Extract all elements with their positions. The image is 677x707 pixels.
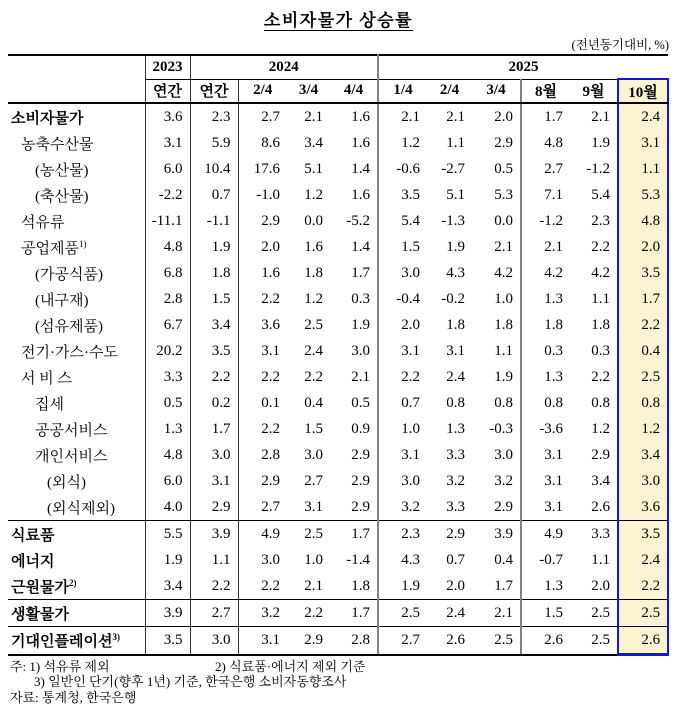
value-cell: 1.8 — [591, 316, 610, 333]
value-cell: 2.0 — [401, 316, 420, 333]
row-label: 소비자물가 — [8, 103, 145, 130]
table-row — [8, 156, 668, 182]
value-cell: 1.0 — [401, 420, 420, 437]
value-cell: 3.4 — [190, 312, 238, 338]
footnote-1: 주: 1) 석유류 제외 — [10, 659, 110, 674]
value-cell: 3.0 — [261, 551, 280, 568]
value-cell: 0.4 — [618, 338, 668, 364]
row-label: (섬유제품) — [8, 312, 145, 338]
value-cell: 4.9 — [521, 521, 570, 548]
value-cell: 2.2 — [261, 577, 280, 594]
source-note: 자료: 통계청, 한국은행 — [10, 690, 137, 705]
column-header-10: 9월 — [570, 79, 618, 103]
table-row — [8, 208, 668, 234]
value-cell: -2.2 — [145, 182, 190, 208]
value-cell: 10.4 — [190, 156, 238, 182]
value-cell: 1.3 — [544, 368, 563, 385]
row-label: 에너지 — [8, 547, 145, 573]
value-cell: 2.9 — [261, 472, 280, 489]
value-cell: 2.9 — [330, 494, 378, 521]
value-cell: 1.1 — [446, 134, 465, 151]
row-label: 공공서비스 — [8, 416, 145, 442]
value-cell: 2.5 — [570, 627, 618, 655]
value-cell: -3.6 — [539, 420, 563, 437]
value-cell: 3.5 — [401, 186, 420, 203]
table-row — [8, 573, 668, 600]
row-label: 전기·가스·수도 — [8, 338, 145, 364]
value-cell: 2.8 — [330, 627, 378, 655]
value-cell: 0.8 — [591, 394, 610, 411]
value-cell: 0.1 — [261, 394, 280, 411]
value-cell: 3.2 — [238, 600, 287, 627]
value-cell: 1.3 — [544, 290, 563, 307]
table-header — [8, 55, 668, 103]
value-cell: 2.8 — [145, 286, 190, 312]
value-cell: 1.5 — [521, 600, 570, 627]
value-cell: 1.0 — [304, 551, 323, 568]
row-label-header — [8, 55, 145, 103]
value-cell: 2.6 — [427, 627, 472, 655]
value-cell: 1.7 — [330, 260, 378, 286]
value-cell: 6.8 — [145, 260, 190, 286]
value-cell: 3.3 — [570, 521, 618, 548]
row-label: 공업제품$^{1)}$ — [8, 234, 145, 260]
value-cell: 4.2 — [472, 260, 521, 286]
value-cell: 5.1 — [446, 186, 465, 203]
table-row — [8, 130, 668, 156]
value-cell: 0.5 — [472, 156, 521, 182]
table-row — [8, 627, 668, 655]
value-cell: 1.1 — [618, 156, 668, 182]
value-cell: 1.5 — [401, 238, 420, 255]
value-cell: 0.3 — [591, 342, 610, 359]
value-cell: 3.1 — [261, 342, 280, 359]
value-cell: 2.1 — [304, 577, 323, 594]
table-row — [8, 182, 668, 208]
value-cell: 3.3 — [446, 446, 465, 463]
row-label: (축산물) — [8, 182, 145, 208]
column-header-5: 4/4 — [330, 79, 378, 103]
value-cell: 4.0 — [145, 494, 190, 521]
value-cell: 1.7 — [618, 286, 668, 312]
value-cell: 2.9 — [591, 446, 610, 463]
value-cell: -1.3 — [441, 212, 465, 229]
value-cell: 4.8 — [544, 134, 563, 151]
value-cell: 3.6 — [145, 103, 190, 130]
value-cell: 1.6 — [261, 264, 280, 281]
value-cell: 1.9 — [472, 364, 521, 390]
value-cell: 3.5 — [190, 338, 238, 364]
column-header-3: 2/4 — [238, 79, 287, 103]
value-cell: -0.6 — [396, 160, 420, 177]
value-cell: 2.7 — [304, 472, 323, 489]
value-cell: 1.9 — [446, 238, 465, 255]
value-cell: 2.9 — [472, 494, 521, 521]
value-cell: 2.9 — [261, 212, 280, 229]
value-cell: 1.8 — [190, 260, 238, 286]
table-row — [8, 338, 668, 364]
value-cell: 2.3 — [190, 103, 238, 130]
value-cell: -0.7 — [539, 551, 563, 568]
table-row — [8, 312, 668, 338]
value-cell: 1.2 — [304, 186, 323, 203]
value-cell: 1.9 — [330, 312, 378, 338]
value-cell: 5.9 — [190, 130, 238, 156]
value-cell: 3.1 — [544, 498, 563, 515]
value-cell: -1.1 — [190, 208, 238, 234]
row-label: 농축수산물 — [8, 130, 145, 156]
value-cell: 2.1 — [472, 234, 521, 260]
value-cell: 4.3 — [446, 264, 465, 281]
table-row — [8, 468, 668, 494]
value-cell: 2.1 — [472, 600, 521, 627]
value-cell: 1.7 — [330, 521, 378, 548]
value-cell: 17.6 — [253, 160, 280, 177]
table-row — [8, 286, 668, 312]
value-cell: -1.0 — [256, 186, 280, 203]
value-cell: 2.0 — [472, 103, 521, 130]
value-cell: 2.9 — [330, 468, 378, 494]
value-cell: 6.0 — [145, 468, 190, 494]
row-label: (외식제외) — [8, 494, 145, 521]
value-cell: 1.1 — [472, 338, 521, 364]
value-cell: 0.8 — [618, 390, 668, 416]
table-row — [8, 260, 668, 286]
value-cell: 5.4 — [401, 212, 420, 229]
value-cell: 4.8 — [618, 208, 668, 234]
row-label: (외식) — [8, 468, 145, 494]
value-cell: 2.0 — [446, 577, 465, 594]
value-cell: 3.1 — [304, 498, 323, 515]
value-cell: 1.8 — [304, 264, 323, 281]
table-row — [8, 390, 668, 416]
column-header-9: 8월 — [521, 79, 570, 103]
value-cell: 2.5 — [287, 521, 330, 548]
table-row — [8, 364, 668, 390]
value-cell: 2.3 — [591, 212, 610, 229]
value-cell: 3.1 — [238, 627, 287, 655]
value-cell: -5.2 — [330, 208, 378, 234]
value-cell: 3.9 — [145, 600, 190, 627]
column-header-4: 3/4 — [287, 79, 330, 103]
value-cell: 2.2 — [401, 368, 420, 385]
value-cell: 6.7 — [145, 312, 190, 338]
value-cell: 0.7 — [190, 182, 238, 208]
value-cell: 1.1 — [190, 547, 238, 573]
value-cell: 1.2 — [401, 134, 420, 151]
value-cell: 0.0 — [304, 212, 323, 229]
value-cell: 1.8 — [472, 312, 521, 338]
value-cell: 1.2 — [591, 420, 610, 437]
value-cell: 3.3 — [145, 364, 190, 390]
value-cell: 2.9 — [472, 130, 521, 156]
value-cell: 3.9 — [190, 521, 238, 548]
value-cell: 2.1 — [591, 108, 610, 125]
value-cell: 3.3 — [446, 498, 465, 515]
value-cell: 4.2 — [591, 264, 610, 281]
value-cell: 2.2 — [261, 290, 280, 307]
value-cell: 3.1 — [446, 342, 465, 359]
value-cell: -1.2 — [539, 212, 563, 229]
value-cell: 1.3 — [446, 420, 465, 437]
row-label: (내구재) — [8, 286, 145, 312]
value-cell: 1.8 — [544, 316, 563, 333]
row-label: 기대인플레이션$^{3)}$ — [8, 627, 145, 655]
table-row — [8, 521, 668, 548]
table-row — [8, 600, 668, 627]
value-cell: 3.0 — [401, 472, 420, 489]
value-cell: -11.1 — [145, 208, 190, 234]
value-cell: 3.1 — [145, 130, 190, 156]
value-cell: 1.5 — [304, 420, 323, 437]
value-cell: 3.4 — [145, 573, 190, 600]
value-cell: 2.4 — [618, 103, 668, 130]
value-cell: 3.0 — [401, 264, 420, 281]
value-cell: 2.4 — [427, 600, 472, 627]
value-cell: 2.1 — [446, 108, 465, 125]
value-cell: 3.0 — [304, 446, 323, 463]
value-cell: 2.5 — [570, 600, 618, 627]
value-cell: 1.4 — [330, 234, 378, 260]
value-cell: 2.4 — [618, 547, 668, 573]
value-cell: 3.0 — [618, 468, 668, 494]
value-cell: 2.2 — [261, 420, 280, 437]
value-cell: 2.1 — [330, 364, 378, 390]
column-header-8: 3/4 — [472, 79, 521, 103]
value-cell: 4.9 — [238, 521, 287, 548]
year-header-2025: 2025 — [378, 55, 668, 79]
value-cell: 1.6 — [330, 182, 378, 208]
value-cell: 3.1 — [618, 130, 668, 156]
value-cell: 5.1 — [304, 160, 323, 177]
footnotes — [10, 659, 677, 705]
value-cell: 3.5 — [618, 521, 668, 548]
value-cell: 1.0 — [472, 286, 521, 312]
value-cell: -0.2 — [441, 290, 465, 307]
value-cell: -1.4 — [330, 547, 378, 573]
value-cell: 1.8 — [446, 316, 465, 333]
value-cell: 2.1 — [401, 108, 420, 125]
value-cell: 2.5 — [378, 600, 427, 627]
value-cell: 4.2 — [544, 264, 563, 281]
column-header-2: 연간 — [190, 79, 238, 103]
value-cell: 3.1 — [401, 446, 420, 463]
footnote-3: 3) 일반인 단기(향후 1년) 기준, 한국은행 소비자동향조사 — [34, 674, 347, 689]
value-cell: 2.2 — [304, 368, 323, 385]
value-cell: 3.5 — [618, 260, 668, 286]
value-cell: 3.2 — [401, 498, 420, 515]
value-cell: 2.5 — [618, 600, 668, 627]
value-cell: 2.2 — [591, 238, 610, 255]
value-cell: 5.3 — [618, 182, 668, 208]
value-cell: 2.4 — [446, 368, 465, 385]
value-cell: 3.6 — [618, 494, 668, 521]
value-cell: 3.1 — [401, 342, 420, 359]
value-cell: 1.2 — [304, 290, 323, 307]
value-cell: 2.5 — [618, 364, 668, 390]
value-cell: 0.8 — [472, 390, 521, 416]
value-cell: 2.6 — [591, 498, 610, 515]
value-cell: 0.8 — [544, 394, 563, 411]
row-label: 개인서비스 — [8, 442, 145, 468]
value-cell: 2.9 — [287, 627, 330, 655]
value-cell: 2.1 — [304, 108, 323, 125]
year-header-2023: 2023 — [145, 55, 190, 79]
row-label: 서 비 스 — [8, 364, 145, 390]
value-cell: 1.7 — [472, 573, 521, 600]
value-cell: 2.5 — [472, 627, 521, 655]
value-cell: 2.7 — [261, 498, 280, 515]
value-cell: 1.4 — [330, 156, 378, 182]
value-cell: 0.5 — [330, 390, 378, 416]
value-cell: 2.0 — [591, 577, 610, 594]
cpi-table — [8, 54, 669, 656]
footnote-2: 2) 식료품·에너지 제외 기준 — [215, 659, 366, 674]
table-row — [8, 416, 668, 442]
table-body — [8, 103, 668, 655]
row-label: 근원물가$^{2)}$ — [8, 573, 145, 600]
value-cell: 0.3 — [544, 342, 563, 359]
row-label: (농산물) — [8, 156, 145, 182]
value-cell: 1.9 — [145, 547, 190, 573]
value-cell: 1.1 — [591, 551, 610, 568]
value-cell: 1.3 — [145, 416, 190, 442]
row-label: 생활물가 — [8, 600, 145, 627]
table-row — [8, 547, 668, 573]
value-cell: 2.7 — [544, 160, 563, 177]
value-cell: 1.8 — [330, 573, 378, 600]
value-cell: 1.6 — [304, 238, 323, 255]
value-cell: 2.2 — [618, 573, 668, 600]
value-cell: 0.8 — [446, 394, 465, 411]
value-cell: 3.5 — [145, 627, 190, 655]
row-label: 석유류 — [8, 208, 145, 234]
value-cell: 1.7 — [330, 600, 378, 627]
value-cell: 5.5 — [145, 521, 190, 548]
value-cell: 2.6 — [521, 627, 570, 655]
value-cell: 1.1 — [591, 290, 610, 307]
value-cell: 7.1 — [544, 186, 563, 203]
value-cell: 3.2 — [472, 468, 521, 494]
value-cell: 3.2 — [446, 472, 465, 489]
table-row — [8, 494, 668, 521]
page-title: 소비자물가 상승률 — [263, 11, 414, 30]
value-cell: 2.5 — [304, 316, 323, 333]
value-cell: 4.8 — [145, 234, 190, 260]
value-cell: 0.9 — [330, 416, 378, 442]
row-label: (가공식품) — [8, 260, 145, 286]
value-cell: 2.1 — [544, 238, 563, 255]
row-label: 식료품 — [8, 521, 145, 548]
value-cell: 2.6 — [618, 627, 668, 655]
year-header-2024: 2024 — [190, 55, 378, 79]
value-cell: 3.4 — [618, 442, 668, 468]
value-cell: -0.3 — [472, 416, 521, 442]
value-cell: 5.4 — [591, 186, 610, 203]
value-cell: 3.0 — [190, 627, 238, 655]
value-cell: 2.2 — [190, 573, 238, 600]
table-row — [8, 103, 668, 130]
value-cell: 3.0 — [330, 338, 378, 364]
value-cell: -1.2 — [586, 160, 610, 177]
value-cell: 2.2 — [190, 364, 238, 390]
value-cell: 4.3 — [401, 551, 420, 568]
value-cell: 0.2 — [190, 390, 238, 416]
value-cell: 0.7 — [401, 394, 420, 411]
value-cell: 3.0 — [472, 442, 521, 468]
value-cell: 2.0 — [618, 234, 668, 260]
value-cell: 1.7 — [190, 416, 238, 442]
value-cell: 1.9 — [190, 234, 238, 260]
value-cell: 3.4 — [591, 472, 610, 489]
value-cell: 3.9 — [472, 521, 521, 548]
value-cell: 1.6 — [330, 130, 378, 156]
value-cell: 1.9 — [401, 577, 420, 594]
value-cell: 2.2 — [591, 368, 610, 385]
value-cell: 0.0 — [472, 208, 521, 234]
value-cell: 3.6 — [261, 316, 280, 333]
value-cell: 0.3 — [330, 286, 378, 312]
value-cell: 2.2 — [287, 600, 330, 627]
value-cell: -2.7 — [441, 160, 465, 177]
value-cell: 2.7 — [190, 600, 238, 627]
value-cell: 0.5 — [145, 390, 190, 416]
value-cell: 5.3 — [472, 182, 521, 208]
value-cell: 6.0 — [145, 156, 190, 182]
value-cell: 3.1 — [544, 472, 563, 489]
value-cell: 2.9 — [427, 521, 472, 548]
value-cell: 3.0 — [190, 442, 238, 468]
value-cell: 2.0 — [261, 238, 280, 255]
value-cell: 1.9 — [591, 134, 610, 151]
value-cell: 2.8 — [261, 446, 280, 463]
value-cell: 2.9 — [330, 442, 378, 468]
value-cell: 1.2 — [618, 416, 668, 442]
value-cell: 0.4 — [304, 394, 323, 411]
value-cell: 2.4 — [304, 342, 323, 359]
column-header-6: 1/4 — [378, 79, 427, 103]
value-cell: 1.7 — [544, 108, 563, 125]
column-header-1: 연간 — [145, 79, 190, 103]
table-row — [8, 442, 668, 468]
value-cell: 2.2 — [261, 368, 280, 385]
value-cell: 1.5 — [190, 286, 238, 312]
column-header-11: 10월 — [618, 79, 668, 103]
value-cell: -0.4 — [396, 290, 420, 307]
table-row — [8, 234, 668, 260]
footnote-line-1 — [10, 659, 677, 674]
value-cell: 3.4 — [304, 134, 323, 151]
column-header-7: 2/4 — [427, 79, 472, 103]
value-cell: 3.1 — [544, 446, 563, 463]
value-cell: 0.7 — [446, 551, 465, 568]
value-cell: 4.8 — [145, 442, 190, 468]
unit-note: (전년동기대비, %) — [571, 38, 669, 52]
value-cell: 2.9 — [190, 494, 238, 521]
value-cell: 2.7 — [378, 627, 427, 655]
value-cell: 20.2 — [145, 338, 190, 364]
value-cell: 2.2 — [618, 312, 668, 338]
value-cell: 2.7 — [261, 108, 280, 125]
value-cell: 3.1 — [190, 468, 238, 494]
value-cell: 0.4 — [472, 547, 521, 573]
value-cell: 8.6 — [261, 134, 280, 151]
value-cell: 1.3 — [544, 577, 563, 594]
row-label: 집세 — [8, 390, 145, 416]
value-cell: 1.6 — [330, 103, 378, 130]
value-cell: 2.3 — [378, 521, 427, 548]
